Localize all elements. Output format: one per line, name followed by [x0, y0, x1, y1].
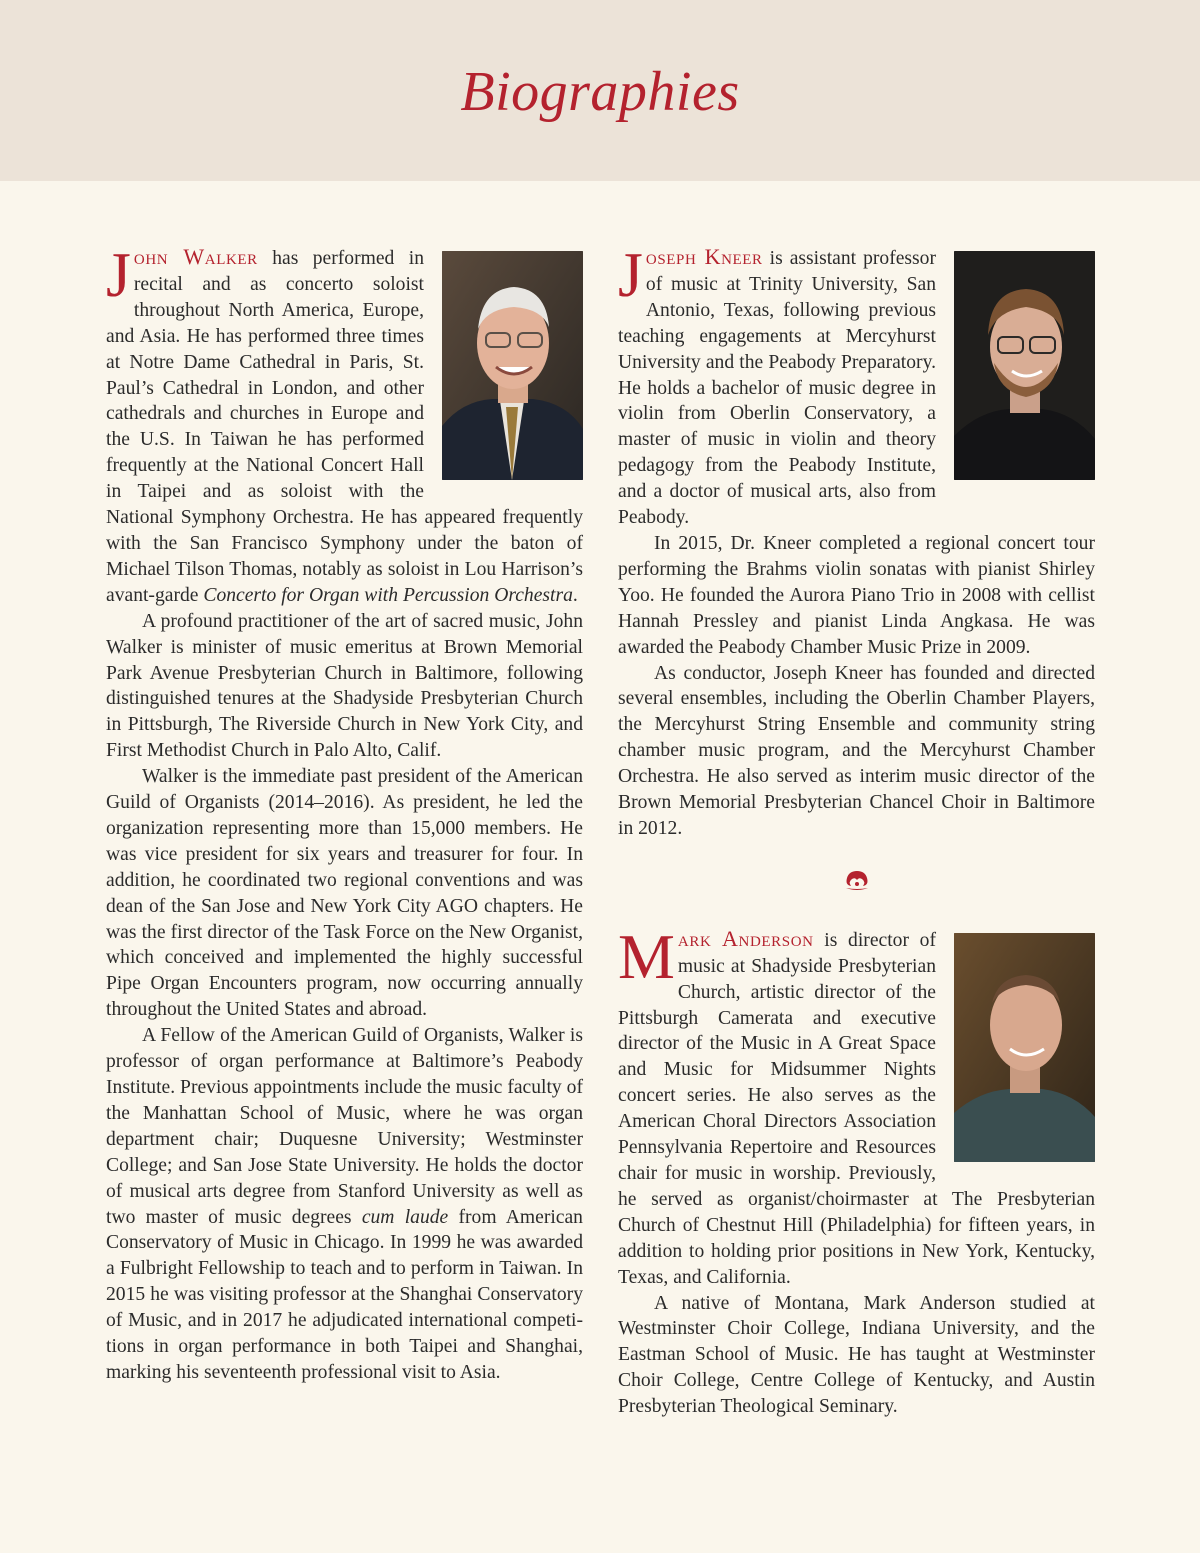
joseph-kneer-photo [954, 251, 1095, 480]
mark-anderson-paragraph-2: A native of Montana, Mark Anderson studied at Westminster Choir College, Indiana University, and the Eastman School of Music. He has taught at Westminster Choir College, Centre College of Kentucky, and Austin Presbyterian Theological Seminary. [618, 1292, 1095, 1418]
left-column [106, 239, 583, 1386]
john-walker-paragraph-4: A Fellow of the American Guild of Organists, Walker is professor of organ performance at Baltimore’s Peabody Institute. Previous appointments include the music faculty of the Manhattan School of Music, where he was organ department chair; Duquesne University; Westminster College; and San Jose State University. He holds the doctor of musical arts degree from Stanford University as well as two master of music degrees cum laude from American Conservatory of Music in Chicago. In 1999 he was awarded a Fulbright Fellowship to teach and to perform in Taiwan. In 2015 he was visiting professor at the Shanghai Conservatory of Music, and in 2017 he adjudicated international competitions in organ performance in both Taipei and Shanghai, marking his seventeenth professional visit to Asia. [106, 1025, 583, 1383]
john-walker-paragraph-1: John Walker has performed in recital and as concerto soloist throughout North America, Europe, and Asia. He has performed three times at Notre Dame Cathedral in Paris, St. Paul’s Cathedral in London, and other cathedrals and churches in Europe and the U.S. In Taiwan he has performed frequently at the National Concert Hall in Taipei and as soloist with the National Symphony Orchestra. He has appeared frequently with the San Francisco Symphony under the baton of Michael Tilson Thomas, notably as soloist in Lou Harrison’s avant-garde Concerto for Organ with Percussion Orchestra. [106, 239, 583, 606]
john-walker-paragraph-2: A profound practitioner of the art of sacred music, John Walker is minister of music emeritus at Brown Memorial Park Avenue Presbyterian Church in Baltimore, following distinguished tenures at the Shadyside Presbyterian Church in Pittsburgh, The Riverside Church in New York City, and First Methodist Church in Palo Alto, Calif. [106, 610, 583, 762]
bio-john-walker [106, 239, 583, 1386]
joseph-kneer-paragraph-1: Joseph Kneer is assistant professor of music at Trinity University, San Antonio, Texas, following previous teaching engagements at Mercyhurst University and the Peabody Preparatory. He holds a bachelor of music degree in violin from Oberlin Conservatory, a master of music in violin and theory pedagogy from the Peabody Institute, and a doctor of musical arts, also from Peabody. [618, 239, 936, 529]
section-ornament [618, 868, 1095, 896]
work-title: Concerto for Organ with Percussion Orchestra [203, 584, 573, 606]
dropcap: J [618, 239, 643, 310]
bio-mark-anderson [618, 920, 1095, 1420]
bio-name: ark Anderson [677, 925, 814, 951]
portrait-photo [954, 251, 1095, 480]
bio-joseph-kneer [618, 239, 1095, 842]
john-walker-paragraph-3: Walker is the immediate past president of the American Guild of Organists (2014–2016). As president, he led the organization representing more than 15,000 members. He was vice president for six years and treasurer for four. In addition, he coordinated two regional conventions and was dean of the San Jose and New York City AGO chapters. He was the first director of the Task Force on the New Organist, which conceived and implemented the highly successful Pipe Organ Encounters program, now occurring annually throughout the United States and abroad. [106, 766, 583, 1021]
joseph-kneer-paragraph-2: In 2015, Dr. Kneer completed a regional concert tour performing the Brahms violin sonatas with pianist Shirley Yoo. He founded the Aurora Piano Trio in 2008 with cellist Hannah Pressley and pianist Linda Angkasa. He was awarded the Peabody Chamber Music Prize in 2009. [618, 532, 1095, 658]
portrait-photo [954, 933, 1095, 1162]
fleuron-icon [840, 868, 874, 892]
john-walker-photo [442, 251, 583, 480]
mark-anderson-paragraph-1: Mark Anderson is director of music at Shadyside Presbyterian Church, artistic director of the Pittsburgh Camerata and executive director of the Music in A Great Space and Music for Midsummer Nights concert series. He also serves as the American Choral Directors Association Pennsylvania Repertoire and Resources chair for music in worship. Previously, he served as organist/choirmaster at The Presbyterian Church of Chestnut Hill (Philadelphia) for fifteen years, in addition to holding prior positions in New York, Kentucky, Texas, and California. [618, 920, 1095, 1288]
dropcap: J [106, 239, 131, 310]
page-title: Biographies [460, 61, 740, 123]
portrait-photo [442, 251, 583, 480]
bio-name: ohn Walker [133, 244, 258, 269]
right-column [618, 239, 1095, 1420]
mark-anderson-photo [954, 933, 1095, 1162]
joseph-kneer-paragraph-3: As conductor, Joseph Kneer has founded and directed several ensembles, including the Oberlin Chamber Players, the Mercyhurst String Ensemble and community string chamber music program, and the Mercyhurst Chamber Orchestra. He also served as interim music director of the Brown Memorial Presbyterian Chancel Choir in Baltimore in 2012. [618, 662, 1095, 839]
dropcap: M [618, 920, 675, 992]
bio-name: oseph Kneer [645, 244, 763, 269]
